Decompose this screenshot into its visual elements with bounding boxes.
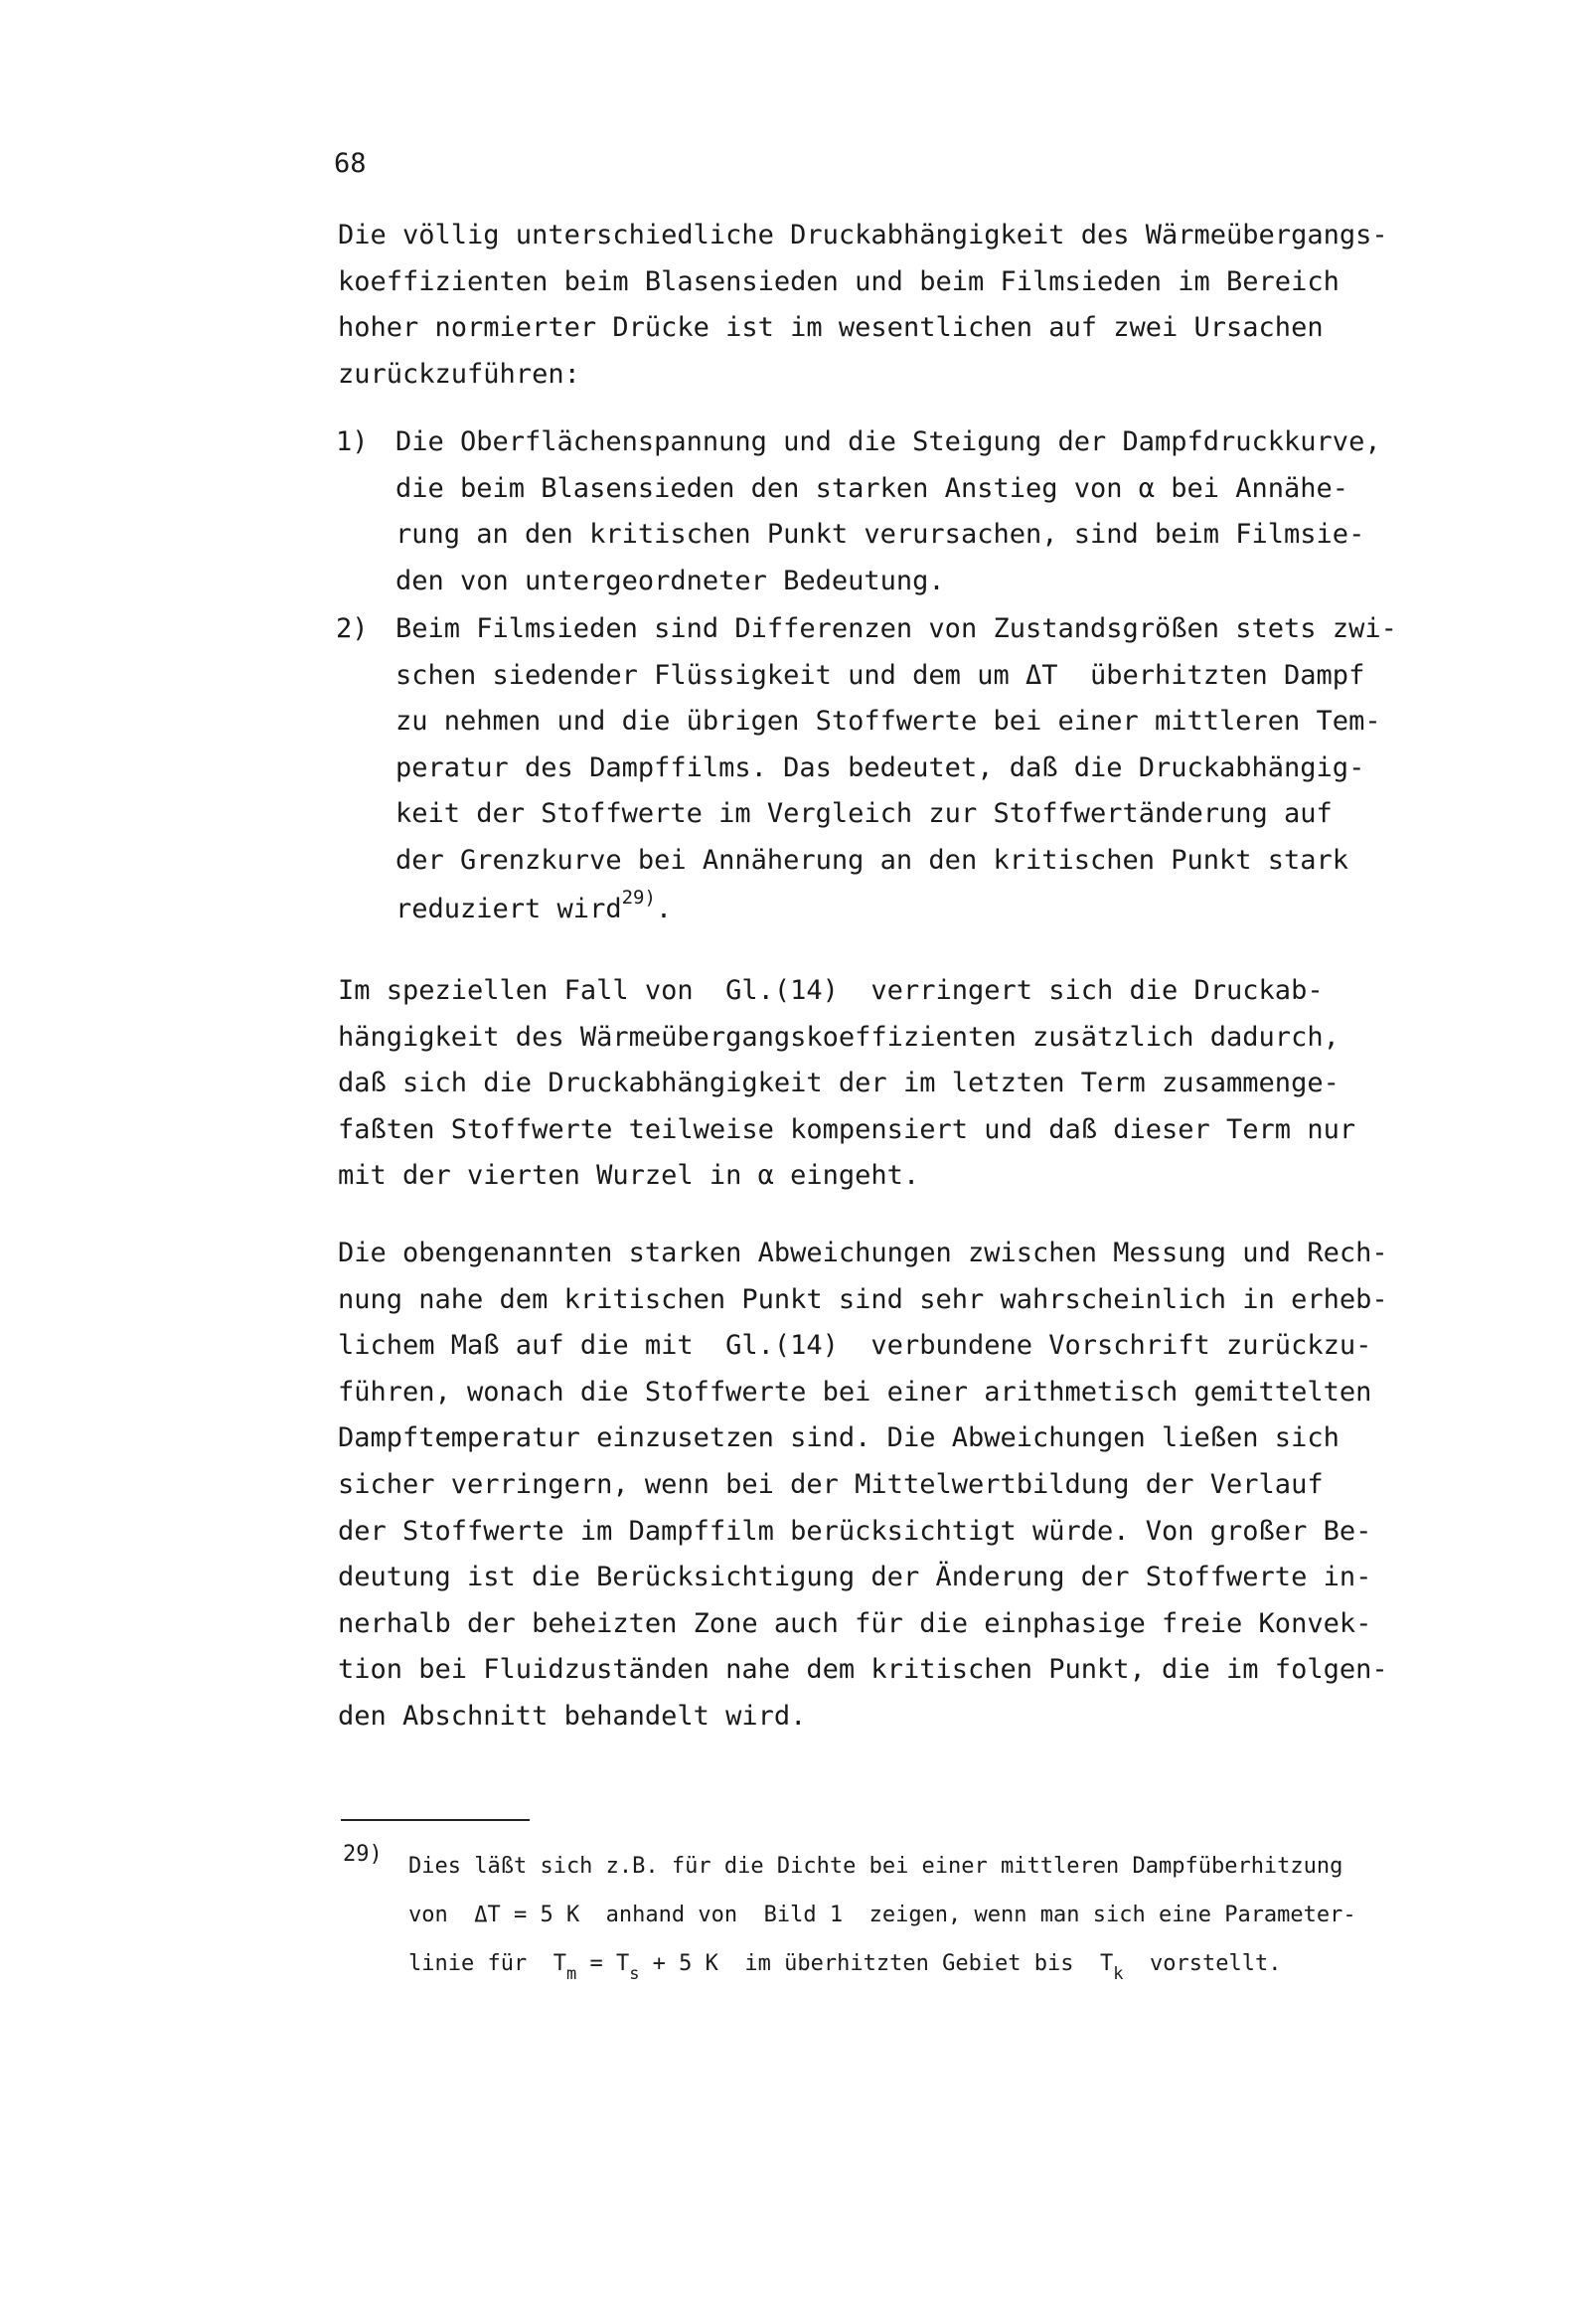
text-fragment: linie für T <box>408 1951 566 1976</box>
text-line: sicher verringern, wenn bei der Mittelwertbildung der Verlauf <box>338 1468 1324 1500</box>
text-line: zurückzuführen: <box>338 358 580 390</box>
text-line: der Grenzkurve bei Annäherung an den kritischen Punkt stark <box>395 844 1349 876</box>
intro-paragraph <box>338 213 1570 398</box>
text-line: schen siedender Flüssigkeit und dem um ΔT überhitzten Dampf <box>395 659 1365 691</box>
text-line: mit der vierten Wurzel in α eingeht. <box>338 1160 920 1192</box>
footnote-line: Dies läßt sich z.B. für die Dichte bei einer mittleren Dampfüberhitzung <box>408 1854 1343 1879</box>
text-line: die beim Blasensieden den starken Anstieg von α bei Annähe- <box>395 472 1349 504</box>
paragraph-3 <box>338 1231 1570 1741</box>
list-marker: 1) <box>336 426 369 457</box>
text-line: Die Oberflächenspannung und die Steigung der Dampfdruckkurve, <box>395 426 1381 457</box>
text-line: koeffizienten beim Blasensieden und beim Filmsieden im Bereich <box>338 265 1340 297</box>
footnote-line: von ΔT = 5 K anhand von Bild 1 zeigen, wenn man sich eine Parameter- <box>408 1903 1356 1927</box>
text-fragment: = T <box>576 1951 630 1976</box>
text-line: Die obengenannten starken Abweichungen zwischen Messung und Rech- <box>338 1238 1388 1268</box>
footnote-rule <box>341 1819 530 1821</box>
text-line: lichem Maß auf die mit Gl.(14) verbundene Vorschrift zurückzu- <box>338 1330 1372 1362</box>
text-line: rung an den kritischen Punkt verursachen, sind beim Filmsie- <box>395 519 1365 551</box>
text-line: hoher normierter Drücke ist im wesentlichen auf zwei Ursachen <box>338 312 1324 344</box>
text-line: faßten Stoffwerte teilweise kompensiert und daß dieser Term nur <box>338 1113 1356 1145</box>
footnote-body <box>408 1842 1356 1988</box>
text-line: den von untergeordneter Bedeutung. <box>395 565 945 596</box>
text-line: nerhalb der beheizten Zone auch für die einphasige freie Konvek- <box>338 1607 1372 1639</box>
subscript: s <box>629 1964 640 1984</box>
text-line: führen, wonach die Stoffwerte bei einer arithmetisch gemittelten <box>338 1376 1372 1408</box>
page-number: 68 <box>334 148 367 179</box>
text-line: der Stoffwerte im Dampffilm berücksichtigt würde. Von großer Be- <box>338 1515 1372 1547</box>
text-fragment: . <box>655 893 673 924</box>
text-line: Dampftemperatur einzusetzen sind. Die Abweichungen ließen sich <box>338 1422 1340 1454</box>
paragraph-2 <box>338 968 1570 1200</box>
text-line: Die völlig unterschiedliche Druckabhängigkeit des Wärmeübergangs- <box>338 220 1388 250</box>
text-fragment: vorstellt. <box>1123 1951 1282 1976</box>
text-fragment: reduziert wird <box>395 893 622 924</box>
text-line: tion bei Fluidzuständen nahe dem kritischen Punkt, die im folgen- <box>338 1654 1388 1686</box>
text-line: Beim Filmsieden sind Differenzen von Zustandsgrößen stets zwi- <box>395 613 1397 644</box>
footnote-reference: 29) <box>621 886 656 909</box>
list-marker: 2) <box>336 613 369 644</box>
list-item-body <box>395 606 1397 932</box>
footnote-marker: 29) <box>343 1842 383 1867</box>
subscript: k <box>1113 1964 1124 1984</box>
text-line: keit der Stoffwerte im Vergleich zur Stoffwertänderung auf <box>395 798 1333 830</box>
text-line: peratur des Dampffilms. Das bedeutet, daß die Druckabhängig- <box>395 751 1365 783</box>
text-line: hängigkeit des Wärmeübergangskoeffizienten zusätzlich dadurch, <box>338 1021 1340 1053</box>
text-line: zu nehmen und die übrigen Stoffwerte bei einer mittleren Tem- <box>395 706 1381 738</box>
list-item-body <box>395 419 1381 604</box>
text-fragment: + 5 K im überhitzten Gebiet bis T <box>639 1951 1114 1976</box>
text-line: Im speziellen Fall von Gl.(14) verringert sich die Druckab- <box>338 975 1324 1006</box>
text-line: den Abschnitt behandelt wird. <box>338 1700 807 1732</box>
text-line: nung nahe dem kritischen Punkt sind sehr wahrscheinlich in erheb- <box>338 1283 1388 1315</box>
footnote-line <box>408 1939 1356 1988</box>
subscript: m <box>565 1964 577 1984</box>
text-line <box>395 887 1397 933</box>
text-line: deutung ist die Berücksichtigung der Änderung der Stoffwerte in- <box>338 1562 1372 1593</box>
text-line: daß sich die Druckabhängigkeit der im letzten Term zusammenge- <box>338 1068 1340 1099</box>
